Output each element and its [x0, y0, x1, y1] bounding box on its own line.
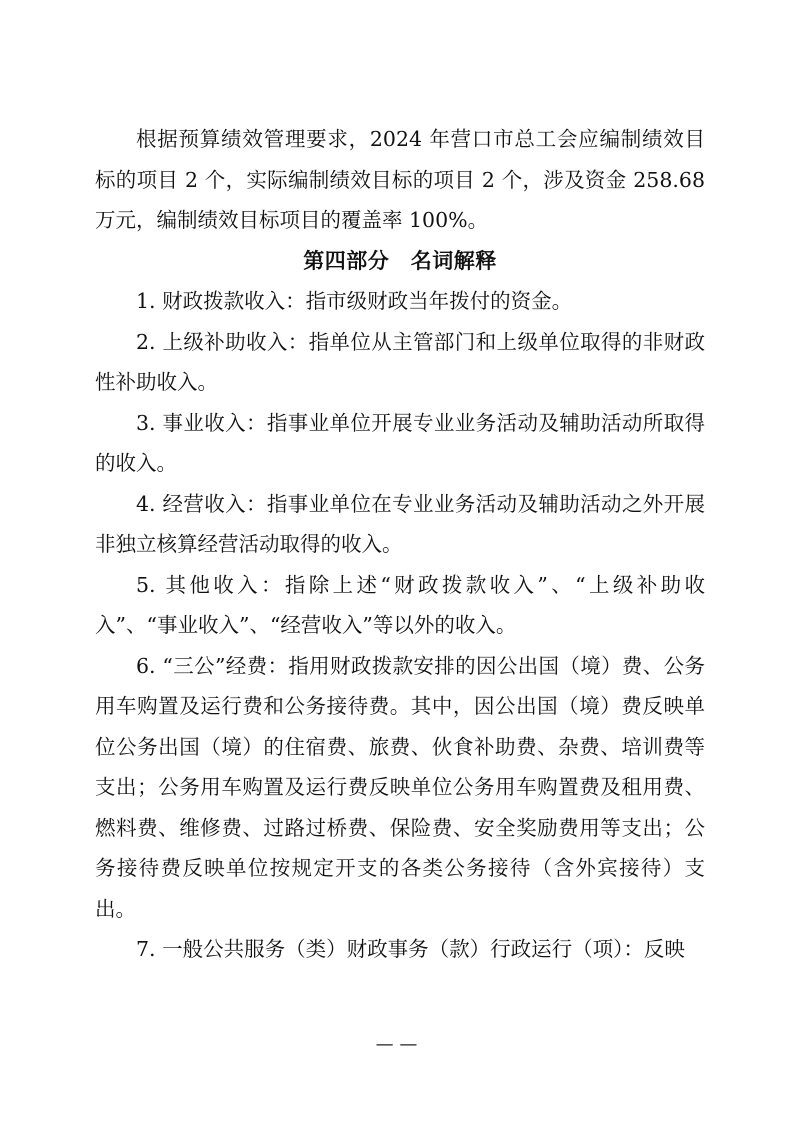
term-paragraph-7: 7. 一般公共服务（类）财政事务（款）行政运行（项）：反映 [136, 937, 685, 961]
term-paragraph-4: 4. 经营收入：指事业单位在专业业务活动及辅助活动之外开展非独立核算经营活动取得的收入。 [95, 491, 705, 556]
term-paragraph-3: 3. 事业收入：指事业单位开展专业业务活动及辅助活动所取得的收入。 [95, 410, 705, 475]
term-paragraph-1: 1. 财政拨款收入：指市级财政当年拨付的资金。 [136, 289, 573, 313]
term-paragraph-5: 5. 其他收入：指除上述“财政拨款收入”、“上级补助收入”、“事业收入”、“经营收入”等以外的收入。 [95, 572, 705, 637]
page-footer: — — [375, 1034, 418, 1055]
term-paragraph-6: 6. “三公”经费：指用财政拨款安排的因公出国（境）费、公务用车购置及运行费和公务接待费。其中，因公出国（境）费反映单位公务出国（境）的住宿费、旅费、伙食补助费、杂费、培训费等支出；公务用车购置及运行费反映单位公务用车购置费及租用费、燃料费、维修费、过路过桥费、保险费、安全奖励费用等支出；公务接待费反映单位按规定开支的各类公务接待（含外宾接待）支出。 [95, 653, 705, 921]
section-title: 第四部分 名词解释 [303, 248, 497, 273]
term-paragraph-2: 2. 上级补助收入：指单位从主管部门和上级单位取得的非财政性补助收入。 [95, 329, 705, 394]
intro-paragraph: 根据预算绩效管理要求，2024 年营口市总工会应编制绩效目标的项目 2 个，实际编制绩效目标的项目 2 个，涉及资金 258.68 万元，编制绩效目标项目的覆盖率 100%。 [95, 127, 705, 232]
document-body [95, 119, 705, 970]
